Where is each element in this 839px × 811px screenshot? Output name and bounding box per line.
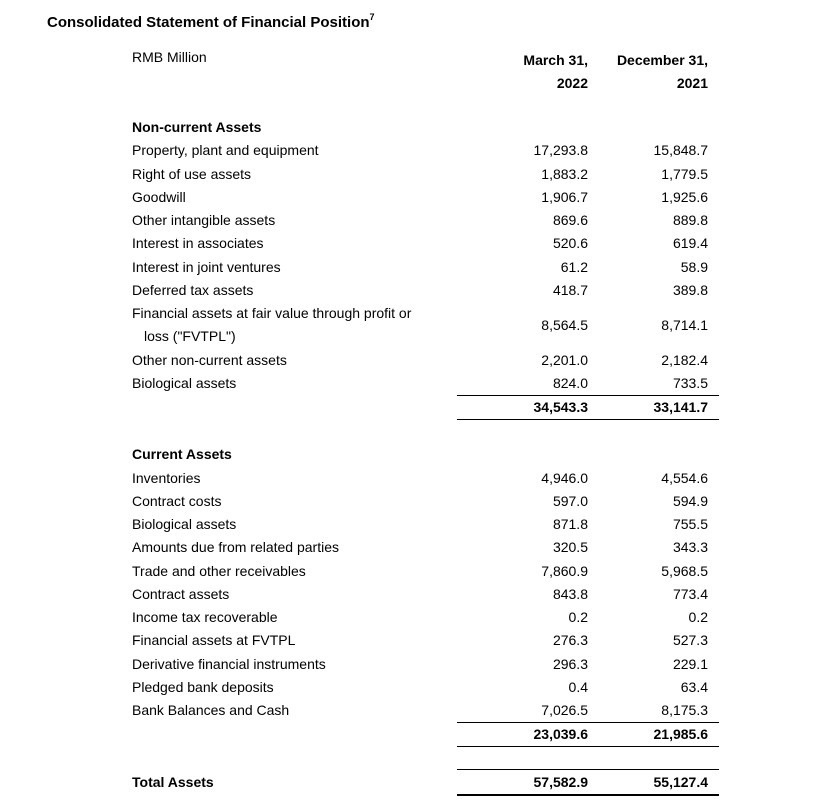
table-row: Financial assets at FVTPL 276.3 527.3 [132, 632, 708, 648]
subtotal-rule-bottom [457, 419, 719, 420]
column-header-line1: March 31, [523, 52, 588, 68]
table-row: Bank Balances and Cash 7,026.5 8,175.3 [132, 702, 708, 718]
table-row: Contract costs 597.0 594.9 [132, 493, 708, 509]
table-row: Interest in joint ventures 61.2 58.9 [132, 259, 708, 275]
row-label-line2: loss ("FVTPL") [144, 328, 236, 344]
row-label-wrapped [132, 302, 411, 348]
column-header-2021 [590, 49, 708, 95]
column-header-line2: 2021 [676, 75, 708, 91]
table-row: Biological assets 824.0 733.5 [132, 375, 708, 391]
table-row: Derivative financial instruments 296.3 229.1 [132, 656, 708, 672]
table-row: Financial assets at fair value through profit or loss ("FVTPL") 8,564.5 8,714.1 [0, 302, 839, 348]
table-row: Other non-current assets 2,201.0 2,182.4 [132, 352, 708, 368]
table-row: Inventories 4,946.0 4,554.6 [132, 470, 708, 486]
table-row: Interest in associates 520.6 619.4 [132, 235, 708, 251]
section-heading-non-current: Non-current Assets [132, 119, 262, 135]
table-row: Biological assets 871.8 755.5 [132, 516, 708, 532]
subtotal-row-current: 23,039.6 21,985.6 [533, 726, 708, 742]
title-footnote: 7 [369, 12, 375, 22]
subtotal-rule-bottom [457, 746, 719, 747]
total-rule-top [457, 769, 719, 770]
table-row: Amounts due from related parties 320.5 343.3 [132, 539, 708, 555]
total-rule-bottom [457, 794, 719, 796]
row-label-line1: Financial assets at fair value through profit or [132, 305, 412, 321]
column-header-line2: 2022 [556, 75, 588, 91]
table-row: Income tax recoverable 0.2 0.2 [132, 609, 708, 625]
total-assets-row: Total Assets 57,582.9 55,127.4 [132, 774, 708, 790]
table-row: Other intangible assets 869.6 889.8 [132, 212, 708, 228]
table-row: Contract assets 843.8 773.4 [132, 586, 708, 602]
title-text: Consolidated Statement of Financial Position [47, 14, 370, 31]
column-header-line1: December 31, [616, 52, 708, 68]
unit-label: RMB Million [132, 49, 207, 65]
document-title [47, 14, 375, 31]
subtotal-row-non-current: 34,543.3 33,141.7 [533, 399, 708, 415]
table-row: Trade and other receivables 7,860.9 5,968.5 [132, 563, 708, 579]
table-row: Deferred tax assets 418.7 389.8 [132, 282, 708, 298]
table-row: Right of use assets 1,883.2 1,779.5 [132, 166, 708, 182]
column-header-2022 [460, 49, 588, 95]
table-row: Pledged bank deposits 0.4 63.4 [132, 679, 708, 695]
table-row: Property, plant and equipment 17,293.8 15,848.7 [132, 142, 708, 158]
section-heading-current: Current Assets [132, 446, 232, 462]
table-row: Goodwill 1,906.7 1,925.6 [132, 189, 708, 205]
